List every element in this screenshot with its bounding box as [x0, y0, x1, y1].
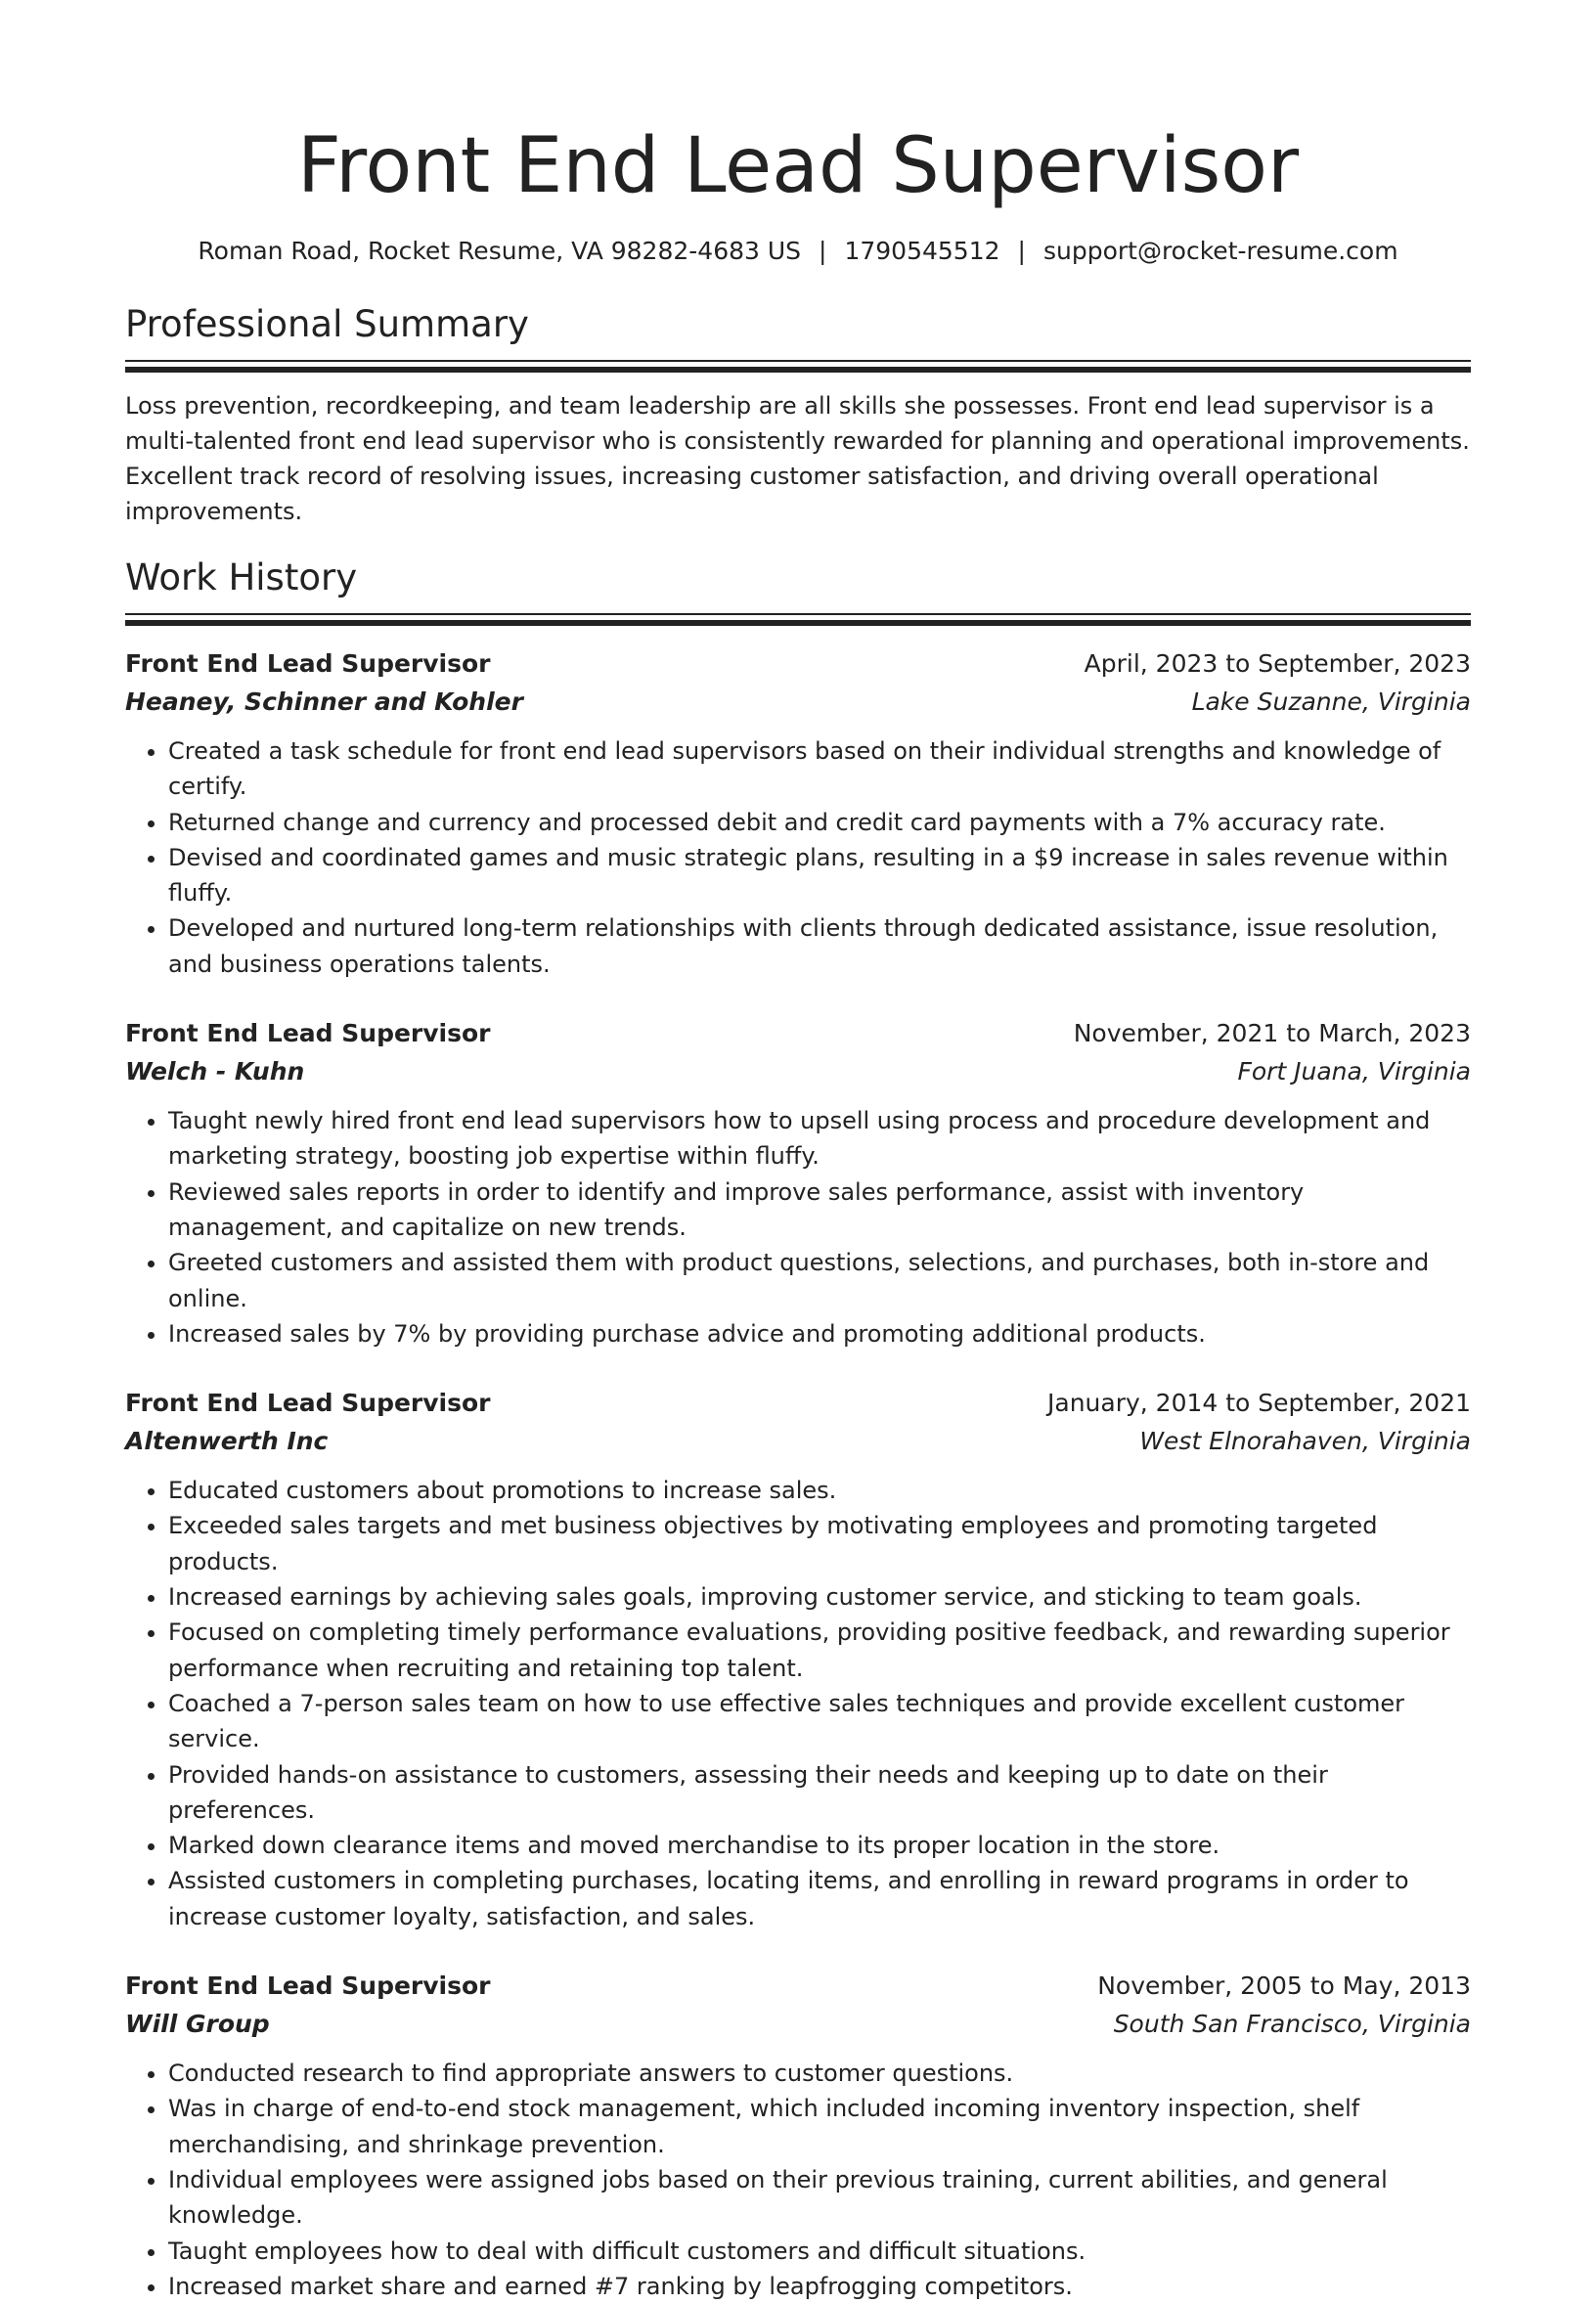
- list-item: • Greeted customers and assisted them with product questions, selections, and purchases, both in-store and online.: [168, 1245, 1471, 1316]
- job-title: Front End Lead Supervisor: [125, 1019, 491, 1048]
- section-divider: [125, 360, 1471, 373]
- job-location: South San Francisco, Virginia: [1113, 2010, 1471, 2039]
- list-item: • Coached a 7-person sales team on how to use effective sales techniques and provide excellent customer service.: [168, 1686, 1471, 1757]
- job-dates: November, 2005 to May, 2013: [1097, 1972, 1471, 2001]
- contact-phone: 1790545512: [844, 237, 1000, 265]
- job-company: Welch - Kuhn: [125, 1057, 305, 1086]
- job-dates: April, 2023 to September, 2023: [1084, 649, 1471, 678]
- job-dates: November, 2021 to March, 2023: [1073, 1019, 1471, 1048]
- contact-separator: |: [1017, 237, 1026, 265]
- job-bullets: [125, 1473, 1471, 1934]
- job-entry: [125, 1968, 1471, 2304]
- list-item: • Focused on completing timely performance evaluations, providing positive feedback, and rewarding superior performance when recruiting and retaining top talent.: [168, 1615, 1471, 1686]
- list-item: • Taught employees how to deal with difficult customers and difficult situations.: [168, 2234, 1471, 2269]
- list-item: • Assisted customers in completing purchases, locating items, and enrolling in reward programs in order to increase customer loyalty, satisfaction, and sales.: [168, 1863, 1471, 1934]
- job-location: Fort Juana, Virginia: [1237, 1057, 1471, 1086]
- job-company: Heaney, Schinner and Kohler: [125, 687, 523, 716]
- list-item: • Created a task schedule for front end lead supervisors based on their individual strengths and knowledge of certify.: [168, 733, 1471, 805]
- job-bullets: [125, 2056, 1471, 2304]
- job-bullets: [125, 733, 1471, 982]
- job-title: Front End Lead Supervisor: [125, 649, 491, 678]
- list-item: • Individual employees were assigned jobs based on their previous training, current abilities, and general knowledge.: [168, 2162, 1471, 2234]
- list-item: • Exceeded sales targets and met business objectives by motivating employees and promoting targeted products.: [168, 1508, 1471, 1579]
- job-bullets: [125, 1103, 1471, 1351]
- list-item: • Educated customers about promotions to increase sales.: [168, 1473, 1471, 1508]
- job-title: Front End Lead Supervisor: [125, 1972, 491, 2001]
- job-entry: [125, 1385, 1471, 1934]
- list-item: • Provided hands-on assistance to customers, assessing their needs and keeping up to date on their preferences.: [168, 1757, 1471, 1829]
- list-item: • Taught newly hired front end lead supervisors how to upsell using process and procedure development and marketing strategy, boosting job expertise within fluffy.: [168, 1103, 1471, 1174]
- section-divider: [125, 613, 1471, 626]
- job-title: Front End Lead Supervisor: [125, 1389, 491, 1418]
- job-company: Altenwerth Inc: [125, 1427, 329, 1456]
- job-dates: January, 2014 to September, 2021: [1047, 1389, 1471, 1418]
- work-history-heading: Work History: [125, 556, 358, 598]
- list-item: • Developed and nurtured long-term relationships with clients through dedicated assistance, issue resolution, and business operations talents.: [168, 910, 1471, 982]
- job-location: Lake Suzanne, Virginia: [1191, 687, 1471, 716]
- contact-line: [125, 237, 1471, 266]
- list-item: • Increased market share and earned #7 ranking by leapfrogging competitors.: [168, 2269, 1471, 2304]
- job-entry: [125, 1015, 1471, 1351]
- resume-name: Front End Lead Supervisor: [296, 122, 1300, 210]
- list-item: • Conducted research to find appropriate answers to customer questions.: [168, 2056, 1471, 2091]
- list-item: • Marked down clearance items and moved merchandise to its proper location in the store.: [168, 1828, 1471, 1863]
- list-item: • Returned change and currency and processed debit and credit card payments with a 7% accuracy rate.: [168, 805, 1471, 840]
- summary-heading: Professional Summary: [125, 303, 529, 345]
- contact-email: support@rocket-resume.com: [1042, 237, 1398, 265]
- contact-address: Roman Road, Rocket Resume, VA 98282-4683 US: [198, 237, 802, 265]
- list-item: • Devised and coordinated games and music strategic plans, resulting in a $9 increase in sales revenue within fluffy.: [168, 840, 1471, 911]
- job-location: West Elnorahaven, Virginia: [1139, 1427, 1471, 1456]
- job-company: Will Group: [125, 2010, 270, 2039]
- contact-separator: |: [819, 237, 827, 265]
- list-item: • Was in charge of end-to-end stock management, which included incoming inventory inspection, shelf merchandising, and shrinkage prevention.: [168, 2091, 1471, 2162]
- job-entry: [125, 645, 1471, 982]
- summary-text: Loss prevention, recordkeeping, and team leadership are all skills she possesses. Front end lead supervisor is a multi-talented front end lead supervisor who is consistently rewarded for planning and operational improvements. Excellent track record of resolving issues, increasing customer satisfaction, and driving overall operational improvements.: [125, 392, 1470, 525]
- list-item: • Increased earnings by achieving sales goals, improving customer service, and sticking to team goals.: [168, 1579, 1471, 1615]
- list-item: • Reviewed sales reports in order to identify and improve sales performance, assist with inventory management, and capitalize on new trends.: [168, 1174, 1471, 1246]
- list-item: • Increased sales by 7% by providing purchase advice and promoting additional products.: [168, 1316, 1471, 1351]
